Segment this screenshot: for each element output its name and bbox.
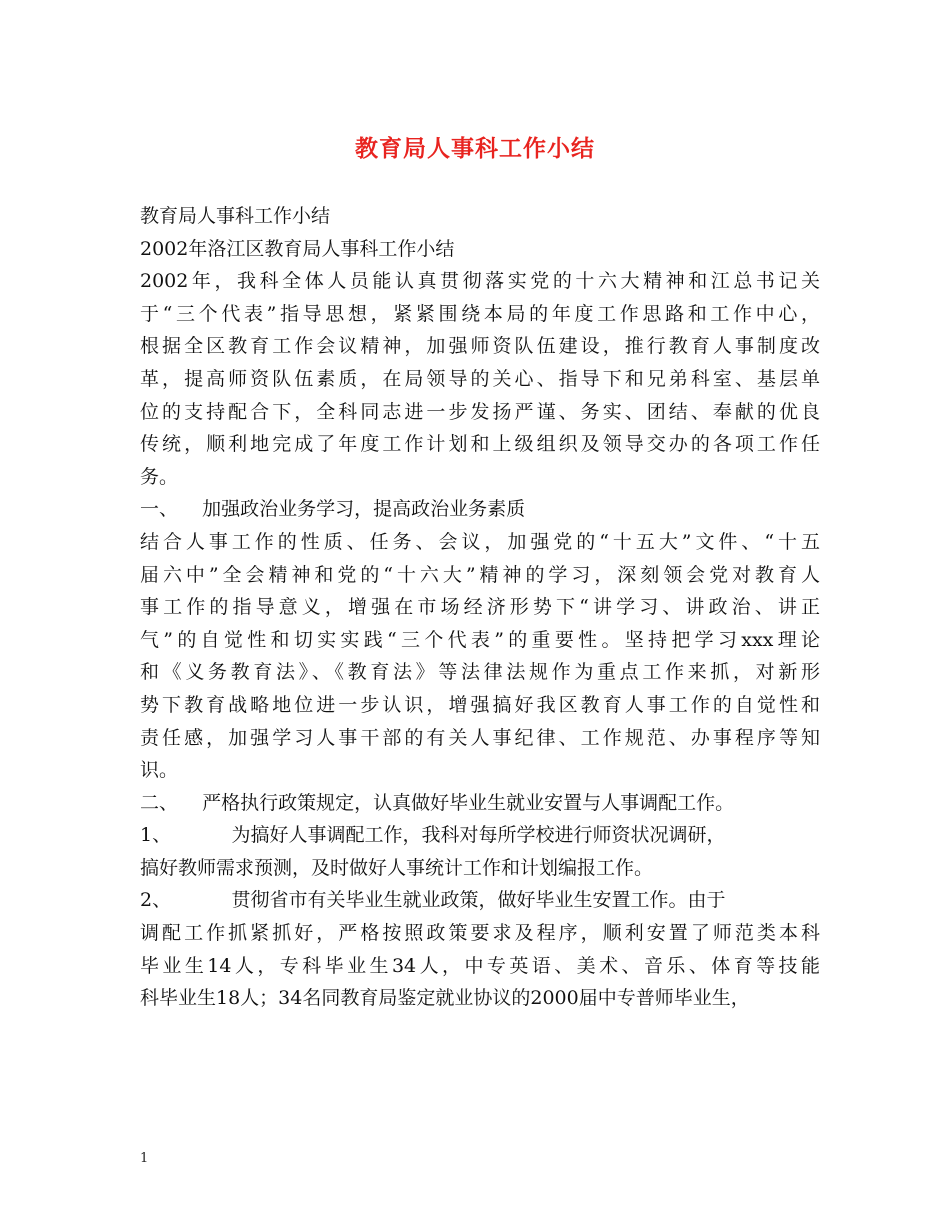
section-heading: 二、 严格执行政策规定，认真做好毕业生就业安置与人事调配工作。: [140, 791, 735, 814]
text-line: 科毕业生18人；34名同教育局鉴定就业协议的2000届中专普师毕业生，: [140, 987, 750, 1010]
list-item: 2、 贯彻省市有关毕业生就业政策，做好毕业生安置工作。由于: [140, 889, 726, 912]
text-line: 毕业生14人，专科毕业生34人，中专英语、美术、音乐、体育等技能: [140, 954, 820, 977]
text-line: 责任感，加强学习人事干部的有关人事纪律、工作规范、办事程序等知: [140, 726, 820, 749]
text-line: 位的支持配合下，全科同志进一步发扬严谨、务实、团结、奉献的优良: [140, 400, 820, 423]
text-line: 识。: [140, 759, 179, 782]
text-line: 2002年洛江区教育局人事科工作小结: [140, 237, 455, 260]
document-title: 教育局人事科工作小结: [355, 135, 595, 162]
text-line: 结合人事工作的性质、任务、会议，加强党的“十五大”文件、“十五: [140, 530, 820, 553]
text-line: 调配工作抓紧抓好，严格按照政策要求及程序，顺利安置了师范类本科: [140, 922, 820, 945]
text-line: 气”的自觉性和切实实践“三个代表”的重要性。坚持把学习xxx理论: [140, 628, 820, 651]
page-number: 1: [140, 1151, 149, 1166]
text-line: 势下教育战略地位进一步认识，增强搞好我区教育人事工作的自觉性和: [140, 693, 820, 716]
text-line: 革，提高师资队伍素质，在局领导的关心、指导下和兄弟科室、基层单: [140, 367, 820, 390]
section-heading: 一、 加强政治业务学习，提高政治业务素质: [140, 498, 526, 521]
text-line: 2002年，我科全体人员能认真贯彻落实党的十六大精神和江总书记关: [140, 270, 820, 293]
text-line: 事工作的指导意义，增强在市场经济形势下“讲学习、讲政治、讲正: [140, 596, 820, 619]
text-line: 传统，顺利地完成了年度工作计划和上级组织及领导交办的各项工作任: [140, 433, 820, 456]
text-line: 务。: [140, 465, 179, 488]
list-item: 1、 为搞好人事调配工作，我科对每所学校进行师资状况调研，: [140, 824, 726, 847]
text-line: 和《义务教育法》、《教育法》等法律法规作为重点工作来抓，对新形: [140, 661, 820, 684]
text-line: 根据全区教育工作会议精神，加强师资队伍建设，推行教育人事制度改: [140, 335, 820, 358]
text-line: 于“三个代表”指导思想，紧紧围绕本局的年度工作思路和工作中心，: [140, 302, 820, 325]
text-line: 教育局人事科工作小结: [140, 205, 331, 227]
document-body: [140, 200, 820, 1015]
text-line: 搞好教师需求预测，及时做好人事统计工作和计划编报工作。: [140, 856, 654, 879]
text-line: 届六中”全会精神和党的“十六大”精神的学习，深刻领会党对教育人: [140, 563, 820, 586]
